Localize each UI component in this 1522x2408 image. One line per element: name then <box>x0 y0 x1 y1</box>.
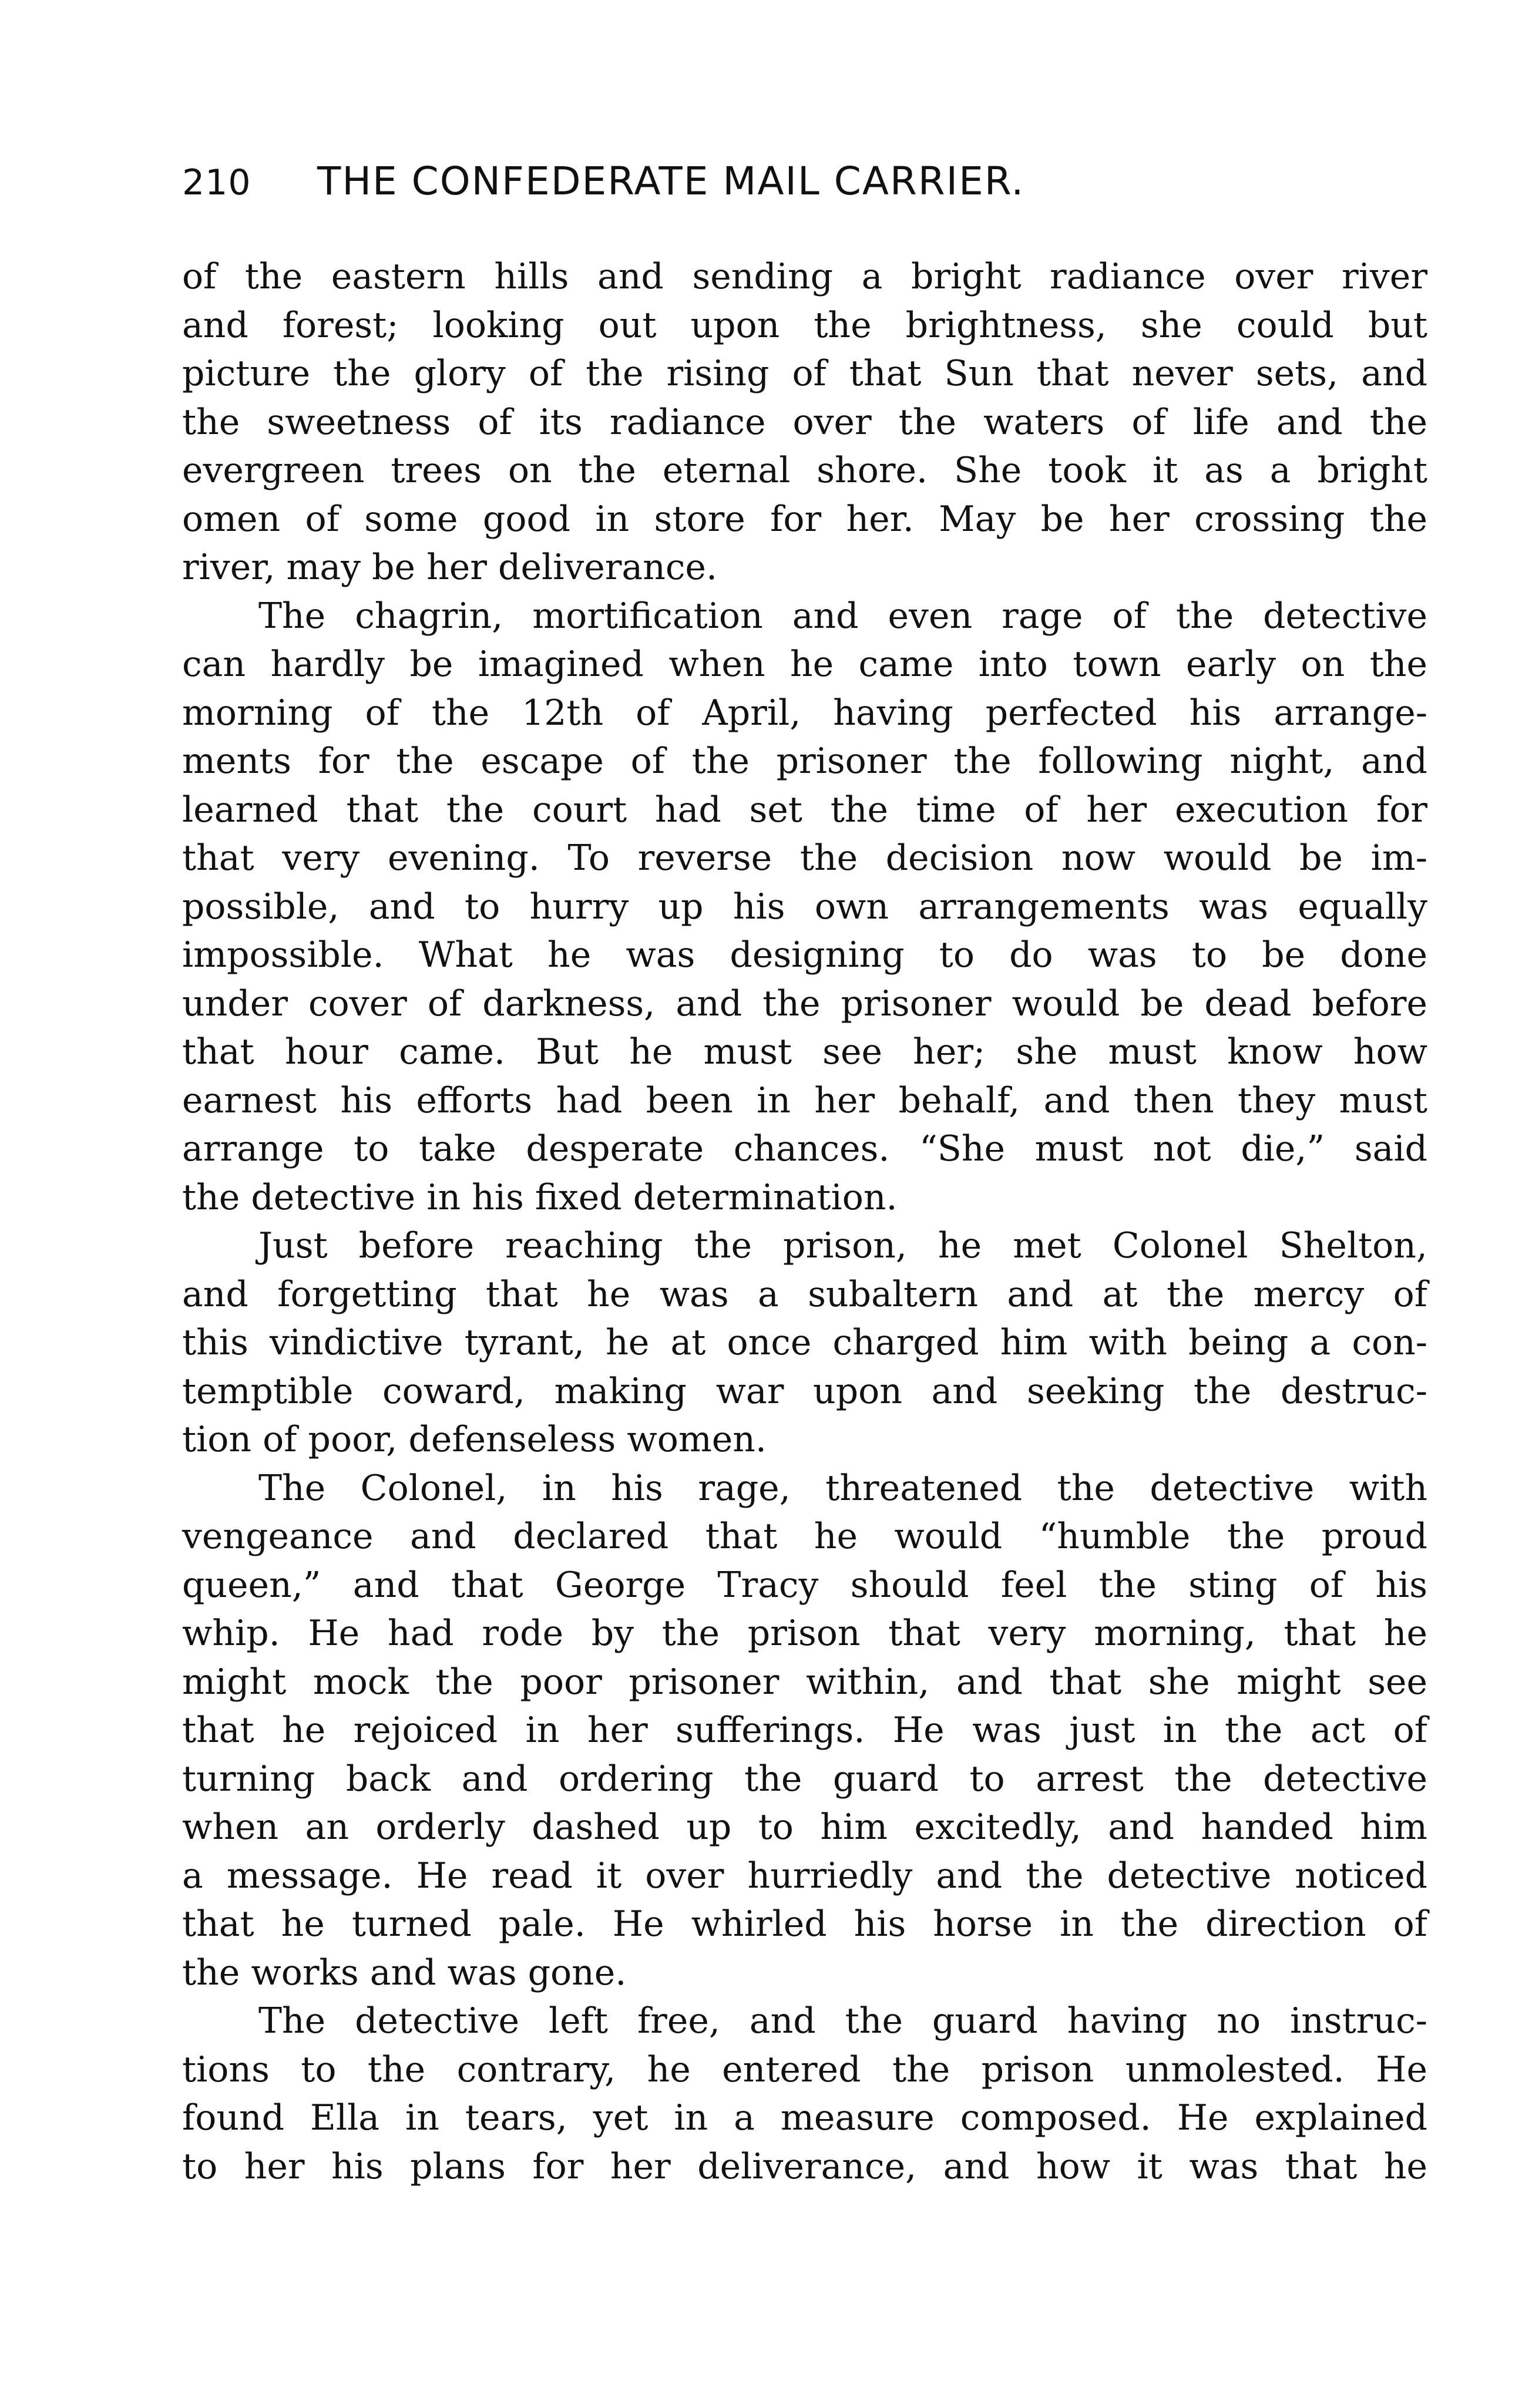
text-line: might mock the poor prisoner within, and that she might see <box>182 1661 1427 1703</box>
text-line: impossible. What he was designing to do was to be done <box>182 934 1427 976</box>
text-line: The detective left free, and the guard having no instruc- <box>258 2000 1427 2042</box>
text-line: can hardly be imagined when he came into town early on the <box>182 644 1427 685</box>
text-line: possible, and to hurry up his own arrangements was equally <box>182 886 1427 927</box>
paragraph <box>182 1222 1427 1464</box>
text-line: that very evening. To reverse the decision now would be im- <box>182 838 1427 879</box>
text-line: tion of poor, defenseless women. <box>182 1419 767 1460</box>
text-line: morning of the 12th of April, having perfected his arrange- <box>182 692 1427 734</box>
text-line: the works and was gone. <box>182 1952 627 1993</box>
text-line: whip. He had rode by the prison that very morning, that he <box>182 1613 1427 1654</box>
text-line: that hour came. But he must see her; she must know how <box>182 1031 1427 1072</box>
text-line: picture the glory of the rising of that Sun that never sets, and <box>182 353 1427 394</box>
text-line: a message. He read it over hurriedly and the detective noticed <box>182 1855 1427 1896</box>
paragraph <box>182 253 1427 592</box>
text-line: and forest; looking out upon the brightness, she could but <box>182 304 1427 346</box>
text-line: The chagrin, mortification and even rage of the detective <box>258 595 1427 637</box>
text-line: The Colonel, in his rage, threatened the detective with <box>258 1467 1427 1509</box>
text-line: vengeance and declared that he would “humble the proud <box>182 1516 1427 1557</box>
text-line: turning back and ordering the guard to arrest the detective <box>182 1758 1427 1800</box>
text-line: tions to the contrary, he entered the prison unmolested. He <box>182 2049 1427 2090</box>
paragraph <box>182 1997 1427 2191</box>
text-line: the sweetness of its radiance over the waters of life and the <box>182 401 1427 443</box>
text-line: Just before reaching the prison, he met Colonel Shelton, <box>258 1225 1427 1266</box>
text-line: under cover of darkness, and the prisoner would be dead before <box>182 983 1427 1024</box>
page-number: 210 <box>182 162 251 203</box>
text-line: omen of some good in store for her. May be her crossing the <box>182 498 1427 540</box>
text-line: temptible coward, making war upon and seeking the destruc- <box>182 1370 1427 1412</box>
text-line: found Ella in tears, yet in a measure composed. He explained <box>182 2097 1427 2138</box>
text-line: ments for the escape of the prisoner the following night, and <box>182 741 1427 782</box>
text-line: evergreen trees on the eternal shore. She took it as a bright <box>182 450 1427 491</box>
text-line: this vindictive tyrant, he at once charged him with being a con- <box>182 1322 1427 1363</box>
text-line: arrange to take desperate chances. “She must not die,” said <box>182 1128 1427 1169</box>
running-head <box>182 159 1427 217</box>
body-text <box>182 253 1427 2191</box>
text-line: learned that the court had set the time of her execution for <box>182 789 1427 830</box>
text-line: river, may be her deliverance. <box>182 547 718 588</box>
running-title: THE CONFEDERATE MAIL CARRIER. <box>317 159 1025 204</box>
text-line: the detective in his fixed determination. <box>182 1176 898 1218</box>
text-line: that he rejoiced in her sufferings. He was just in the act of <box>182 1710 1427 1751</box>
text-line: and forgetting that he was a subaltern and at the mercy of <box>182 1273 1427 1315</box>
text-line: of the eastern hills and sending a bright radiance over river <box>182 256 1427 297</box>
text-line: queen,” and that George Tracy should feel the sting of his <box>182 1564 1427 1606</box>
text-line: when an orderly dashed up to him excitedly, and handed him <box>182 1807 1427 1848</box>
text-line: that he turned pale. He whirled his horse in the direction of <box>182 1903 1427 1945</box>
text-line: to her his plans for her deliverance, and how it was that he <box>182 2145 1427 2187</box>
paragraph <box>182 592 1427 1222</box>
paragraph <box>182 1464 1427 1997</box>
text-line: earnest his efforts had been in her behalf, and then they must <box>182 1079 1427 1121</box>
